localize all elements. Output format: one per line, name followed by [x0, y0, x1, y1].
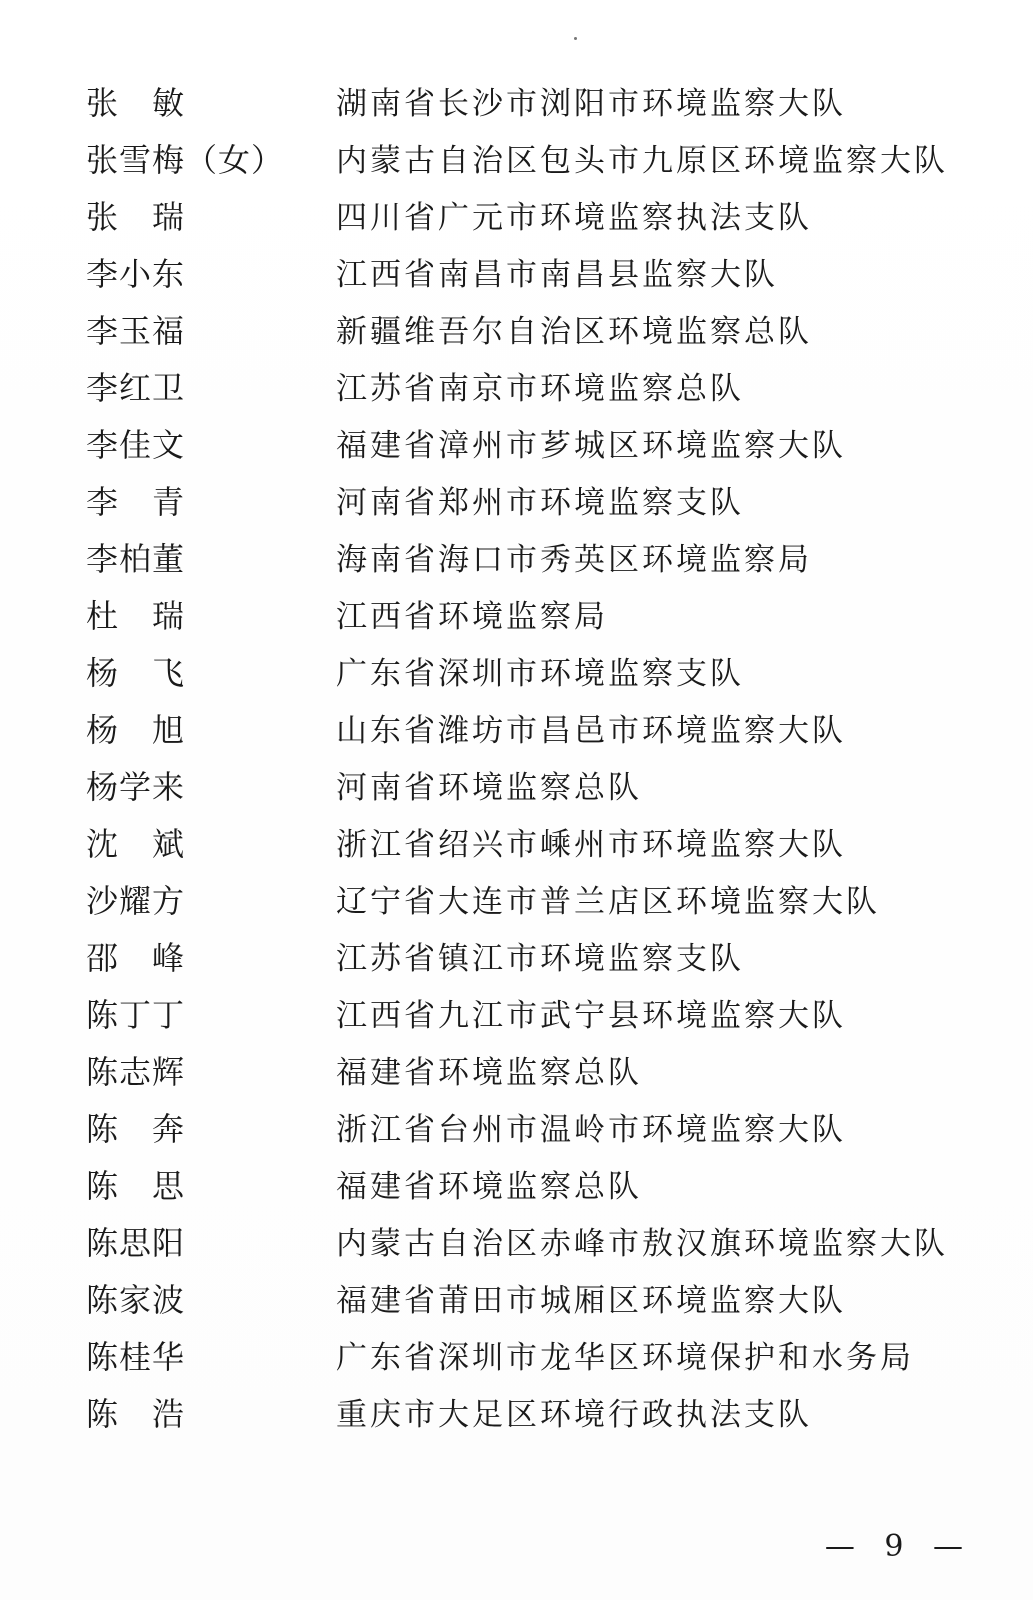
list-item: [86, 585, 966, 642]
person-name: 陈 浩: [86, 1394, 186, 1433]
list-item: [86, 813, 966, 870]
list-item: [86, 243, 966, 300]
person-name: 陈桂华: [86, 1337, 186, 1376]
list-item: [86, 471, 966, 528]
work-unit: 广东省深圳市龙华区环境保护和水务局: [336, 1340, 914, 1376]
list-item: [86, 300, 966, 357]
work-unit: 浙江省绍兴市嵊州市环境监察大队: [336, 827, 846, 863]
list-item: [86, 1383, 966, 1440]
list-item: [86, 1212, 966, 1269]
person-name: 李小东: [86, 254, 186, 293]
work-unit: 江苏省南京市环境监察总队: [336, 371, 744, 407]
list-item: [86, 528, 966, 585]
person-name: 李柏董: [86, 539, 186, 578]
list-item: [86, 870, 966, 927]
person-name: 张 瑞: [86, 197, 186, 236]
list-item: [86, 1269, 966, 1326]
person-name: 陈 奔: [86, 1109, 186, 1148]
list-item: [86, 357, 966, 414]
work-unit: 浙江省台州市温岭市环境监察大队: [336, 1112, 846, 1148]
work-unit: 福建省莆田市城厢区环境监察大队: [336, 1283, 846, 1319]
person-name: 沈 斌: [86, 824, 186, 863]
person-name: 沙耀方: [86, 881, 186, 920]
list-item: [86, 1155, 966, 1212]
person-name: 陈思阳: [86, 1223, 186, 1262]
list-item: [86, 699, 966, 756]
page-number: — 9 —: [824, 1529, 973, 1564]
person-name: 张雪梅（女）: [86, 140, 285, 179]
work-unit: 广东省深圳市环境监察支队: [336, 656, 744, 692]
list-item: [86, 186, 966, 243]
person-name: 陈志辉: [86, 1052, 186, 1091]
work-unit: 江西省九江市武宁县环境监察大队: [336, 998, 846, 1034]
work-unit: 辽宁省大连市普兰店区环境监察大队: [336, 884, 880, 920]
work-unit: 江苏省镇江市环境监察支队: [336, 941, 744, 977]
work-unit: 河南省郑州市环境监察支队: [336, 485, 744, 521]
scan-speck: [574, 37, 577, 40]
work-unit: 四川省广元市环境监察执法支队: [336, 200, 812, 236]
work-unit: 湖南省长沙市浏阳市环境监察大队: [336, 86, 846, 122]
work-unit: 福建省环境监察总队: [336, 1055, 642, 1091]
person-name: 杨 飞: [86, 653, 186, 692]
work-unit: 新疆维吾尔自治区环境监察总队: [336, 314, 812, 350]
list-item: [86, 984, 966, 1041]
list-item: [86, 642, 966, 699]
work-unit: 福建省环境监察总队: [336, 1169, 642, 1205]
list-item: [86, 1326, 966, 1383]
person-name: 李红卫: [86, 368, 186, 407]
list-item: [86, 414, 966, 471]
list-item: [86, 927, 966, 984]
work-unit: 福建省漳州市芗城区环境监察大队: [336, 428, 846, 464]
work-unit: 内蒙古自治区包头市九原区环境监察大队: [336, 143, 948, 179]
person-name: 杨 旭: [86, 710, 186, 749]
list-item: [86, 1098, 966, 1155]
person-name: 张 敏: [86, 83, 186, 122]
person-name: 陈家波: [86, 1280, 186, 1319]
person-name: 陈 思: [86, 1166, 186, 1205]
person-name: 杜 瑞: [86, 596, 186, 635]
person-name: 邵 峰: [86, 938, 186, 977]
name-list: [86, 72, 966, 1440]
work-unit: 海南省海口市秀英区环境监察局: [336, 542, 812, 578]
work-unit: 重庆市大足区环境行政执法支队: [336, 1397, 812, 1433]
person-name: 杨学来: [86, 767, 186, 806]
person-name: 李 青: [86, 482, 186, 521]
work-unit: 内蒙古自治区赤峰市敖汉旗环境监察大队: [336, 1226, 948, 1262]
person-name: 李玉福: [86, 311, 186, 350]
person-name: 李佳文: [86, 425, 186, 464]
work-unit: 河南省环境监察总队: [336, 770, 642, 806]
work-unit: 山东省潍坊市昌邑市环境监察大队: [336, 713, 846, 749]
work-unit: 江西省南昌市南昌县监察大队: [336, 257, 778, 293]
list-item: [86, 756, 966, 813]
list-item: [86, 72, 966, 129]
list-item: [86, 1041, 966, 1098]
work-unit: 江西省环境监察局: [336, 599, 608, 635]
list-item: [86, 129, 966, 186]
person-name: 陈丁丁: [86, 995, 186, 1034]
